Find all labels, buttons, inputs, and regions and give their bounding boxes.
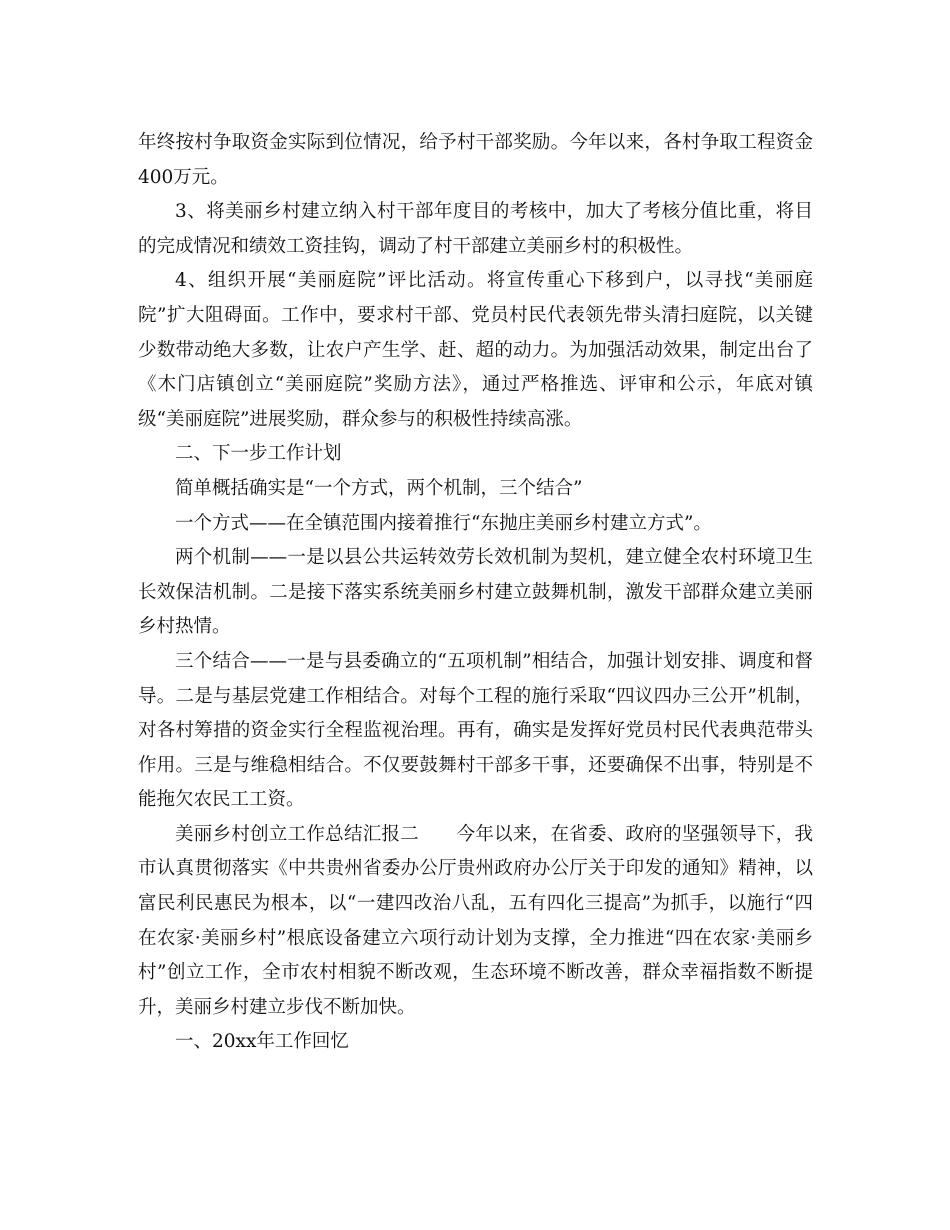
paragraph: 3、将美丽乡村建立纳入村干部年度目的考核中，加大了考核分值比重，将目的完成情况和绩效工资挂钩，调动了村干部建立美丽乡村的积极性。 <box>138 201 813 257</box>
paragraph: 年终按村争取资金实际到位情况，给予村干部奖励。今年以来，各村争取工程资金400万元。 <box>138 132 813 188</box>
document-body <box>138 126 813 1060</box>
paragraph: 美丽乡村创立工作总结汇报二 今年以来，在省委、政府的坚强领导下，我市认真贯彻落实《中共贵州省委办公厅贵州政府办公厅关于印发的通知》精神，以富民利民惠民为根本，以“一建四改治八乱，五有四化三提高”为抓手，以施行“四在农家·美丽乡村”根底设备建立六项行动计划为支撑，全力推进“四在农家·美丽乡村”创立工作，全市农村相貌不断改观，生态环境不断改善，群众幸福指数不断提升，美丽乡村建立步伐不断加快。 <box>138 823 813 1018</box>
paragraph: 三个结合——一是与县委确立的“五项机制”相结合，加强计划安排、调度和督导。二是与基层党建工作相结合。对每个工程的施行采取“四议四办三公开”机制，对各村筹措的资金实行全程监视治理。再有，确实是发挥好党员村民代表典范带头作用。三是与维稳相结合。不仅要鼓舞村干部多干事，还要确保不出事，特别是不能拖欠农民工工资。 <box>138 650 813 811</box>
paragraph: 两个机制——一是以县公共运转效劳长效机制为契机，建立健全农村环境卫生长效保洁机制。二是接下落实系统美丽乡村建立鼓舞机制，激发干部群众建立美丽乡村热情。 <box>138 547 813 638</box>
paragraph: 4、组织开展“美丽庭院”评比活动。将宣传重心下移到户，以寻找“美丽庭院”扩大阻碍面。工作中，要求村干部、党员村民代表领先带头清扫庭院，以关键少数带动绝大多数，让农户产生学、赶、超的动力。为加强活动效果，制定出台了《木门店镇创立“美丽庭院”奖励方法》，通过严格推选、评审和公示，年底对镇级“美丽庭院”进展奖励，群众参与的积极性持续高涨。 <box>138 270 813 430</box>
section-heading: 一、20xx年工作回忆 <box>175 1031 349 1053</box>
paragraph: 简单概括确实是“一个方式，两个机制，三个结合” <box>175 477 583 499</box>
paragraph: 一个方式——在全镇范围内接着推行“东抛庄美丽乡村建立方式”。 <box>175 512 712 534</box>
section-heading: 二、下一步工作计划 <box>175 443 342 465</box>
